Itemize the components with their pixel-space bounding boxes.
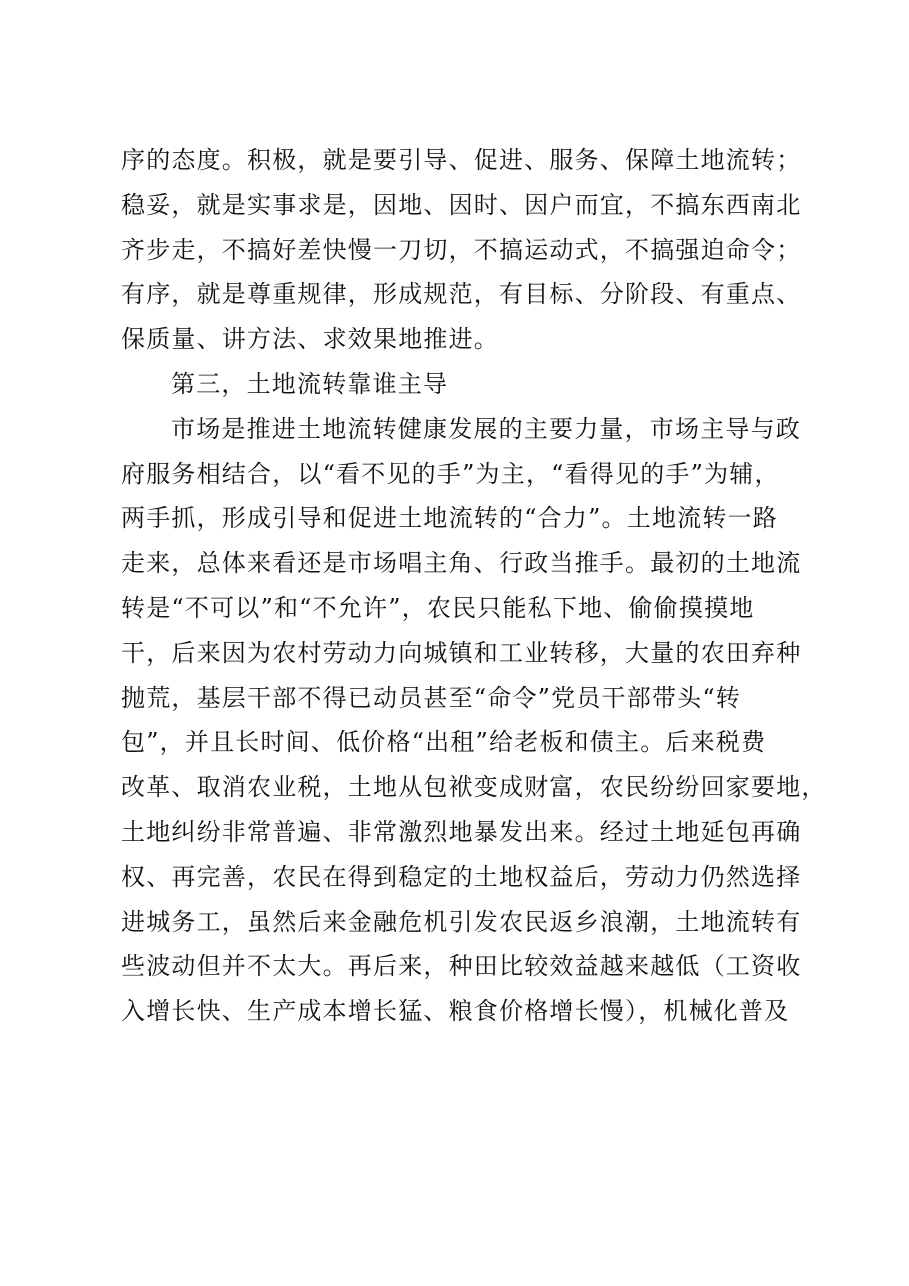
section-heading: 第三，土地流转靠谁主导 [171,369,449,398]
text-line: 权、再完善，农民在得到稳定的土地权益后，劳动力仍然选择 [121,862,802,891]
text-line: 干，后来因为农村劳动力向城镇和工业转移，大量的农田弃种 [121,638,802,667]
text-line: 府服务相结合，以“看不见的手”为主，“看得见的手”为辅， [121,459,780,488]
text-line: 有序，就是尊重规律，形成规范，有目标、分阶段、有重点、 [121,280,802,309]
paragraph-first-line: 市场是推进土地流转健康发展的主要力量，市场主导与政 [171,414,801,443]
text-line: 两手抓，形成引导和促进土地流转的“合力”。土地流转一路 [121,504,778,533]
text-line: 稳妥，就是实事求是，因地、因时、因户而宜，不搞东西南北 [121,190,802,219]
text-line: 土地纠纷非常普遍、非常激烈地暴发出来。经过土地延包再确 [121,817,802,846]
text-line: 抛荒，基层干部不得已动员甚至“命令”党员干部带头“转 [121,683,742,712]
text-line: 走来，总体来看还是市场唱主角、行政当推手。最初的土地流 [121,549,802,578]
text-line: 序的态度。积极，就是要引导、促进、服务、保障土地流转； [121,146,802,174]
text-line: 转是“不可以”和“不允许”，农民只能私下地、偷偷摸摸地 [121,593,755,622]
text-line: 改革、取消农业税，土地从包袱变成财富，农民纷纷回家要地， [121,773,827,802]
text-line: 齐步走，不搞好差快慢一刀切，不搞运动式，不搞强迫命令； [121,235,802,264]
text-line: 入增长快、生产成本增长猛、粮食价格增长慢），机械化普及 [121,997,790,1026]
document-body [121,138,827,1034]
text-line: 进城务工，虽然后来金融危机引发农民返乡浪潮，土地流转有 [121,907,802,936]
text-line: 保质量、讲方法、求效果地推进。 [121,325,499,354]
text-line: 包”，并且长时间、低价格“出租”给老板和债主。后来税费 [121,728,767,757]
text-line: 些波动但并不太大。再后来，种田比较效益越来越低（工资收 [121,952,802,981]
